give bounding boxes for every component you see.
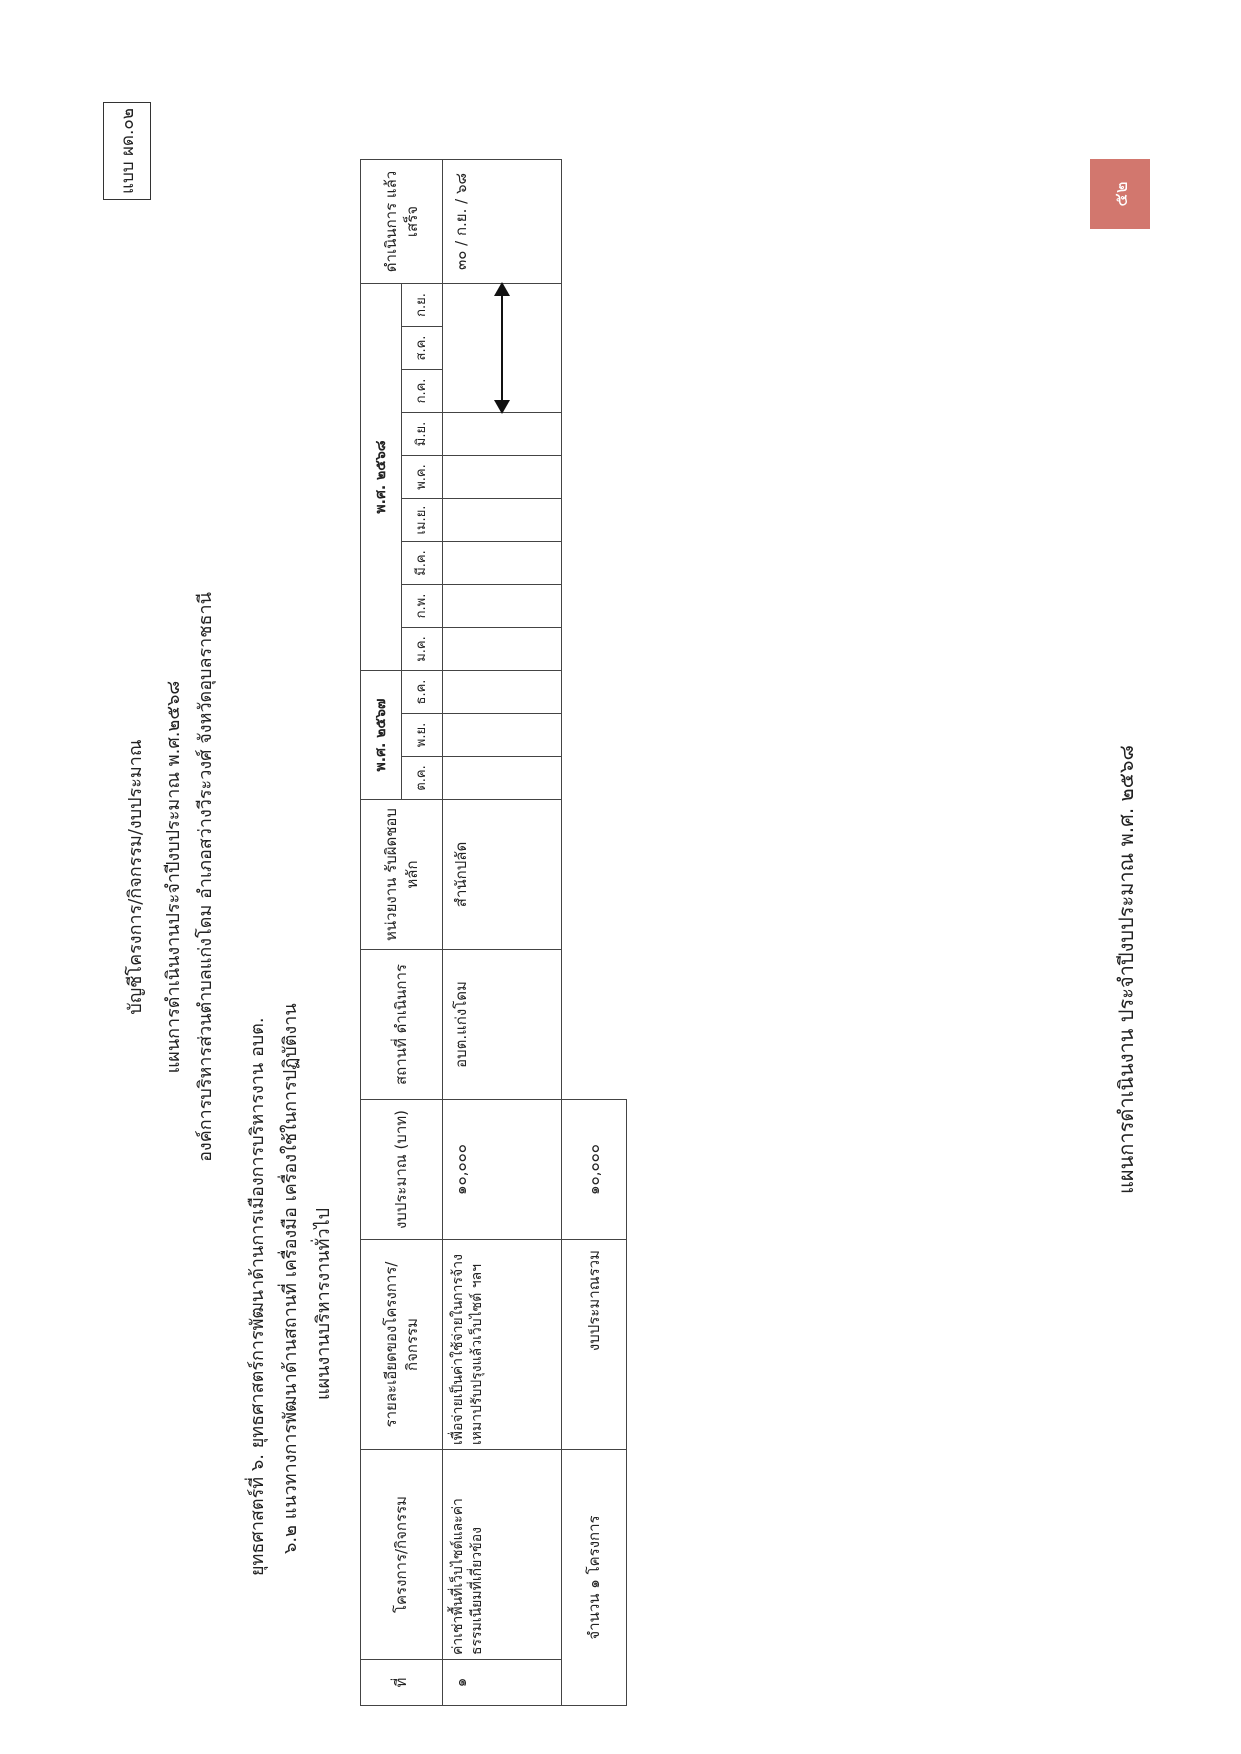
row-project: ค่าเช่าพื้นที่เว็บไซต์และค่าธรรมเนียมที่เกี่ยวข้อง [443, 1450, 562, 1660]
row-detail: เพื่อจ่ายเป็นค่าใช้จ่ายในการจ้างเหมาปรับปรุงแล้วเว็บไซต์ ฯลฯ [443, 1240, 562, 1450]
month-header: มิ.ย. [402, 413, 443, 456]
month-header: ก.พ. [402, 585, 443, 628]
header-year-2568: พ.ศ. ๒๕๖๘ [361, 284, 402, 671]
project-table [360, 159, 627, 1706]
month-header: ต.ค. [402, 757, 443, 800]
header-year-2567: พ.ศ. ๒๕๖๗ [361, 671, 402, 800]
month-header: เม.ย. [402, 499, 443, 542]
organization-name: องค์การบริหารส่วนตำบลแก่งโดม อำเภอสว่างวีระวงศ์ จังหวัดอุบลราชธานี [195, 592, 216, 1162]
form-code: แบบ ผด.๐๒ [103, 102, 151, 200]
guideline-line: ๖.๒ แนวทางการพัฒนาด้านสถานที่ เครื่องมือ เครื่องใช้ในการปฏิบัติงาน [280, 1003, 301, 1554]
strategy-line: ยุทธศาสตร์ที่ ๖. ยุทธศาสตร์การพัฒนาด้านการเมืองการบริหารงาน อบต. [247, 1017, 268, 1576]
active-period-cell [443, 284, 562, 413]
doc-subtitle: แผนการดำเนินงานประจำปีงบประมาณ พ.ศ.๒๕๖๘ [163, 680, 184, 1074]
header-location: สถานที่ ดำเนินการ [361, 950, 443, 1100]
row-budget: ๑๐,๐๐๐ [443, 1100, 562, 1240]
row-unit: สำนักปลัด [443, 800, 562, 950]
double-arrow-icon [443, 284, 561, 412]
month-header: พ.ย. [402, 714, 443, 757]
month-header: ส.ค. [402, 327, 443, 370]
header-unit: หน่วยงาน รับผิดชอบหลัก [361, 800, 443, 950]
month-header: ก.ค. [402, 370, 443, 413]
month-header: ธ.ค. [402, 671, 443, 714]
row-no: ๑ [443, 1660, 562, 1706]
month-header: มี.ค. [402, 542, 443, 585]
page-footer: แผนการดำเนินงาน ประจำปีงบประมาณ พ.ศ. ๒๕๖๘ [1114, 745, 1138, 1194]
month-header: ก.ย. [402, 284, 443, 327]
header-budget: งบประมาณ (บาท) [361, 1100, 443, 1240]
total-budget-label: งบประมาณรวม [562, 1240, 627, 1450]
plan-name: แผนงานบริหารงานทั่วไป [313, 1207, 334, 1400]
header-done: ดำเนินการ แล้วเสร็จ [361, 160, 443, 284]
row-location: อบต.แก่งโดม [443, 950, 562, 1100]
page-number-badge: ๕๒ [1090, 159, 1150, 229]
total-count: จำนวน ๑ โครงการ [562, 1450, 627, 1706]
doc-title: บัญชีโครงการ/กิจกรรม/งบประมาณ [125, 739, 146, 1015]
month-header: ม.ค. [402, 628, 443, 671]
header-no: ที่ [361, 1660, 443, 1706]
total-row [562, 160, 627, 1706]
row-done: ๓๐ / ก.ย. / ๖๘ [443, 160, 562, 284]
table-row [443, 160, 562, 1706]
header-detail: รายละเอียดของโครงการ/ กิจกรรม [361, 1240, 443, 1450]
header-project: โครงการ/กิจกรรม [361, 1450, 443, 1660]
month-header: พ.ค. [402, 456, 443, 499]
total-budget: ๑๐,๐๐๐ [562, 1100, 627, 1240]
